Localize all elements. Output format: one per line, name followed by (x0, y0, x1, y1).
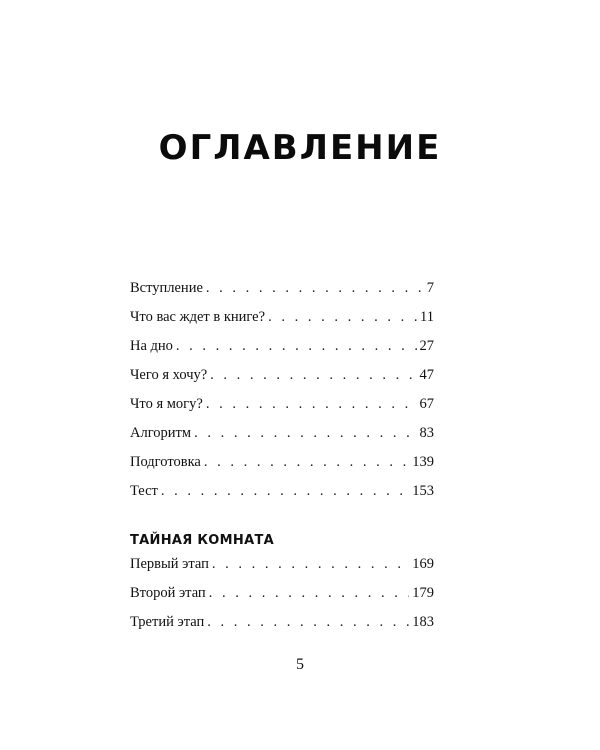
toc-leader-dots (206, 396, 417, 413)
toc-leader-dots (161, 483, 409, 500)
toc-entry-title: Вступление (130, 280, 203, 296)
toc-entry-title: Тест (130, 483, 158, 499)
toc-entry-title: Алгоритм (130, 425, 192, 441)
toc-entry-page: 7 (426, 280, 434, 296)
toc-entry-page: 183 (412, 614, 434, 630)
toc-entry (130, 425, 434, 454)
toc-leader-dots (207, 614, 409, 631)
toc-entry (130, 556, 434, 585)
toc-entry-page: 139 (412, 454, 434, 470)
toc-leader-dots (212, 556, 409, 573)
toc-leader-dots (210, 367, 416, 384)
toc-leader-dots (209, 585, 410, 602)
toc-entry (130, 309, 434, 338)
toc-entry (130, 338, 434, 367)
toc-section-title: ТАЙНАЯ КОМНАТА (130, 533, 274, 548)
toc-entry-page: 47 (419, 367, 434, 383)
toc-entry-title: Что я могу? (130, 396, 203, 412)
toc-entry-title: На дно (130, 338, 173, 354)
toc-entry-title: Третий этап (130, 614, 205, 630)
toc-entry-page: 11 (420, 309, 434, 325)
toc-entry (130, 396, 434, 425)
toc-entry-title: Чего я хочу? (130, 367, 208, 383)
toc-entry-title: Что вас ждет в книге? (130, 309, 266, 325)
toc-leader-dots (194, 425, 416, 442)
toc-entry (130, 280, 434, 309)
toc-entry-title: Второй этап (130, 585, 206, 601)
toc-leader-dots (206, 280, 424, 297)
toc-entry (130, 483, 434, 512)
toc-entry (130, 367, 434, 396)
toc-leader-dots (204, 454, 409, 471)
toc-entry (130, 454, 434, 483)
toc-entry-page: 27 (419, 338, 434, 354)
page-title: ОГЛАВЛЕНИЕ (158, 128, 442, 168)
toc-entry-title: Первый этап (130, 556, 209, 572)
toc-entry-page: 83 (419, 425, 434, 441)
page-number: 5 (296, 656, 304, 673)
toc-entry (130, 614, 434, 643)
table-of-contents (130, 280, 434, 643)
toc-entry-page: 67 (419, 396, 434, 412)
toc-entry-page: 169 (412, 556, 434, 572)
toc-entry-page: 153 (412, 483, 434, 499)
toc-leader-dots (268, 309, 417, 326)
toc-entry-title: Подготовка (130, 454, 201, 470)
toc-entry (130, 585, 434, 614)
toc-entry-page: 179 (412, 585, 434, 601)
toc-leader-dots (176, 338, 417, 355)
